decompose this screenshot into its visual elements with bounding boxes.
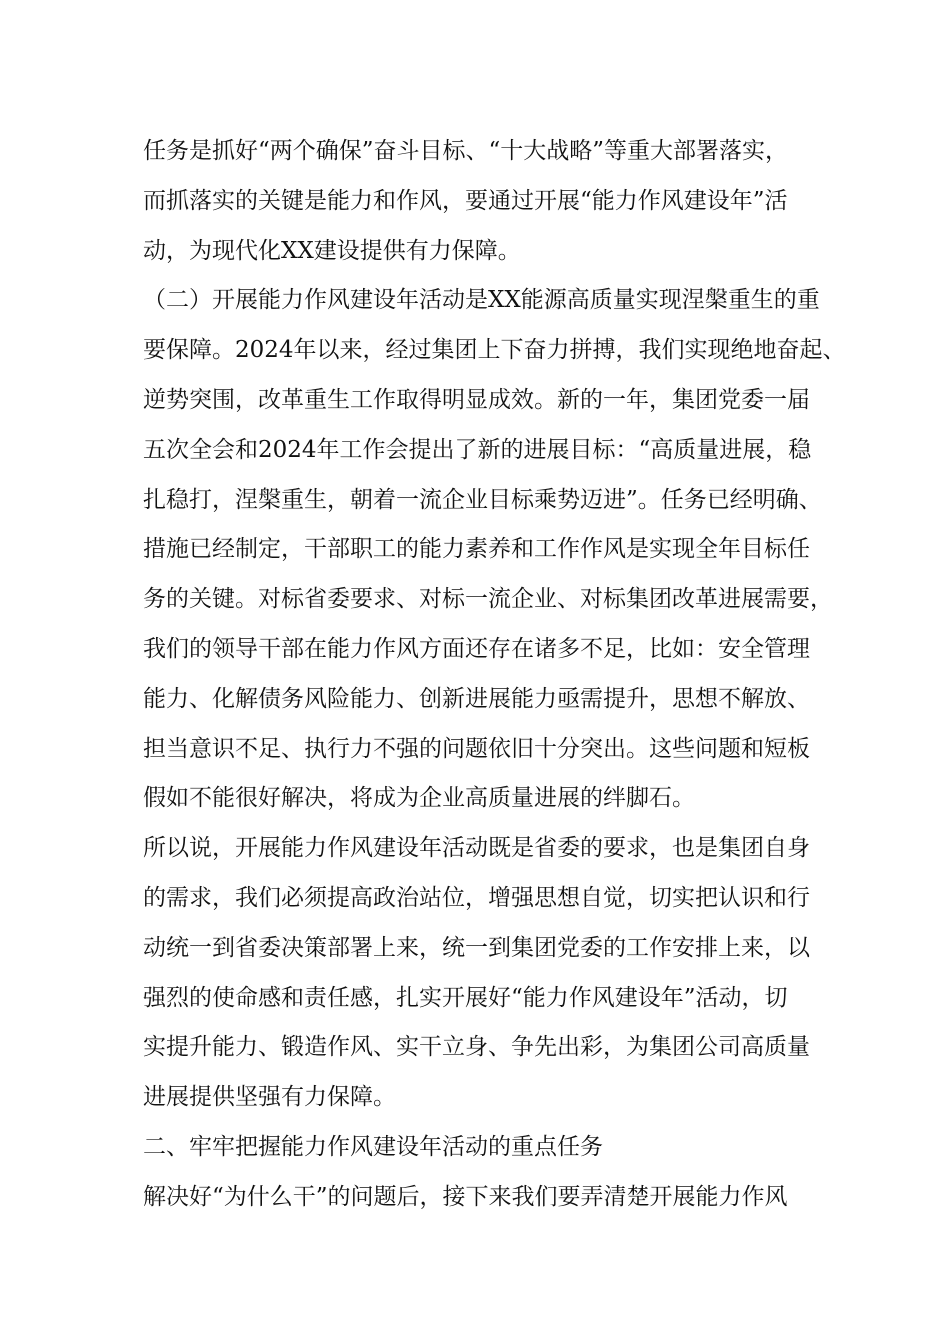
text-line: 措施已经制定，干部职工的能力素养和工作作风是实现全年目标任 bbox=[143, 536, 810, 563]
text-line: 五次全会和2024年工作会提出了新的进展目标：“高质量进展，稳 bbox=[143, 436, 812, 463]
text-line: 担当意识不足、执行力不强的问题依旧十分突出。这些问题和短板 bbox=[143, 735, 810, 762]
text-line: 实提升能力、锻造作风、实干立身、争先出彩，为集团公司高质量 bbox=[143, 1034, 810, 1061]
text-line: 的需求，我们必须提高政治站位，增强思想自觉，切实把认识和行 bbox=[143, 884, 810, 911]
text-line: 动，为现代化XX建设提供有力保障。 bbox=[143, 237, 521, 264]
text-line: 任务是抓好“两个确保”奋斗目标、“十大战略”等重大部署落实， bbox=[143, 138, 789, 164]
subsection-heading-line: （二）开展能力作风建设年活动是XX能源高质量实现涅槃重生的重 bbox=[143, 287, 820, 314]
section-heading-line: 二、牢牢把握能力作风建设年活动的重点任务 bbox=[143, 1133, 603, 1160]
document-body bbox=[143, 127, 846, 1223]
text-line: 务的关键。对标省委要求、对标一流企业、对标集团改革进展需要， bbox=[143, 586, 833, 613]
text-line: 逆势突围，改革重生工作取得明显成效。新的一年，集团党委一届 bbox=[143, 386, 810, 413]
text-line: 扎稳打，涅槃重生，朝着一流企业目标乘势迈进”。任务已经明确、 bbox=[143, 486, 822, 513]
text-line: 要保障。2024年以来，经过集团上下奋力拼搏，我们实现绝地奋起、 bbox=[143, 337, 846, 364]
text-line: 解决好“为什么干”的问题后，接下来我们要弄清楚开展能力作风 bbox=[143, 1183, 788, 1210]
text-line: 强烈的使命感和责任感，扎实开展好“能力作风建设年”活动，切 bbox=[143, 984, 788, 1011]
text-line: 动统一到省委决策部署上来，统一到集团党委的工作安排上来，以 bbox=[143, 934, 810, 961]
text-line: 所以说，开展能力作风建设年活动既是省委的要求，也是集团自身 bbox=[143, 835, 810, 862]
text-line: 进展提供坚强有力保障。 bbox=[143, 1084, 396, 1111]
text-line: 能力、化解债务风险能力、创新进展能力亟需提升，思想不解放、 bbox=[143, 685, 810, 712]
text-line: 而抓落实的关键是能力和作风，要通过开展“能力作风建设年”活 bbox=[143, 187, 788, 214]
text-line: 假如不能很好解决，将成为企业高质量进展的绊脚石。 bbox=[143, 785, 695, 812]
text-line: 我们的领导干部在能力作风方面还存在诸多不足，比如：安全管理 bbox=[143, 635, 810, 662]
